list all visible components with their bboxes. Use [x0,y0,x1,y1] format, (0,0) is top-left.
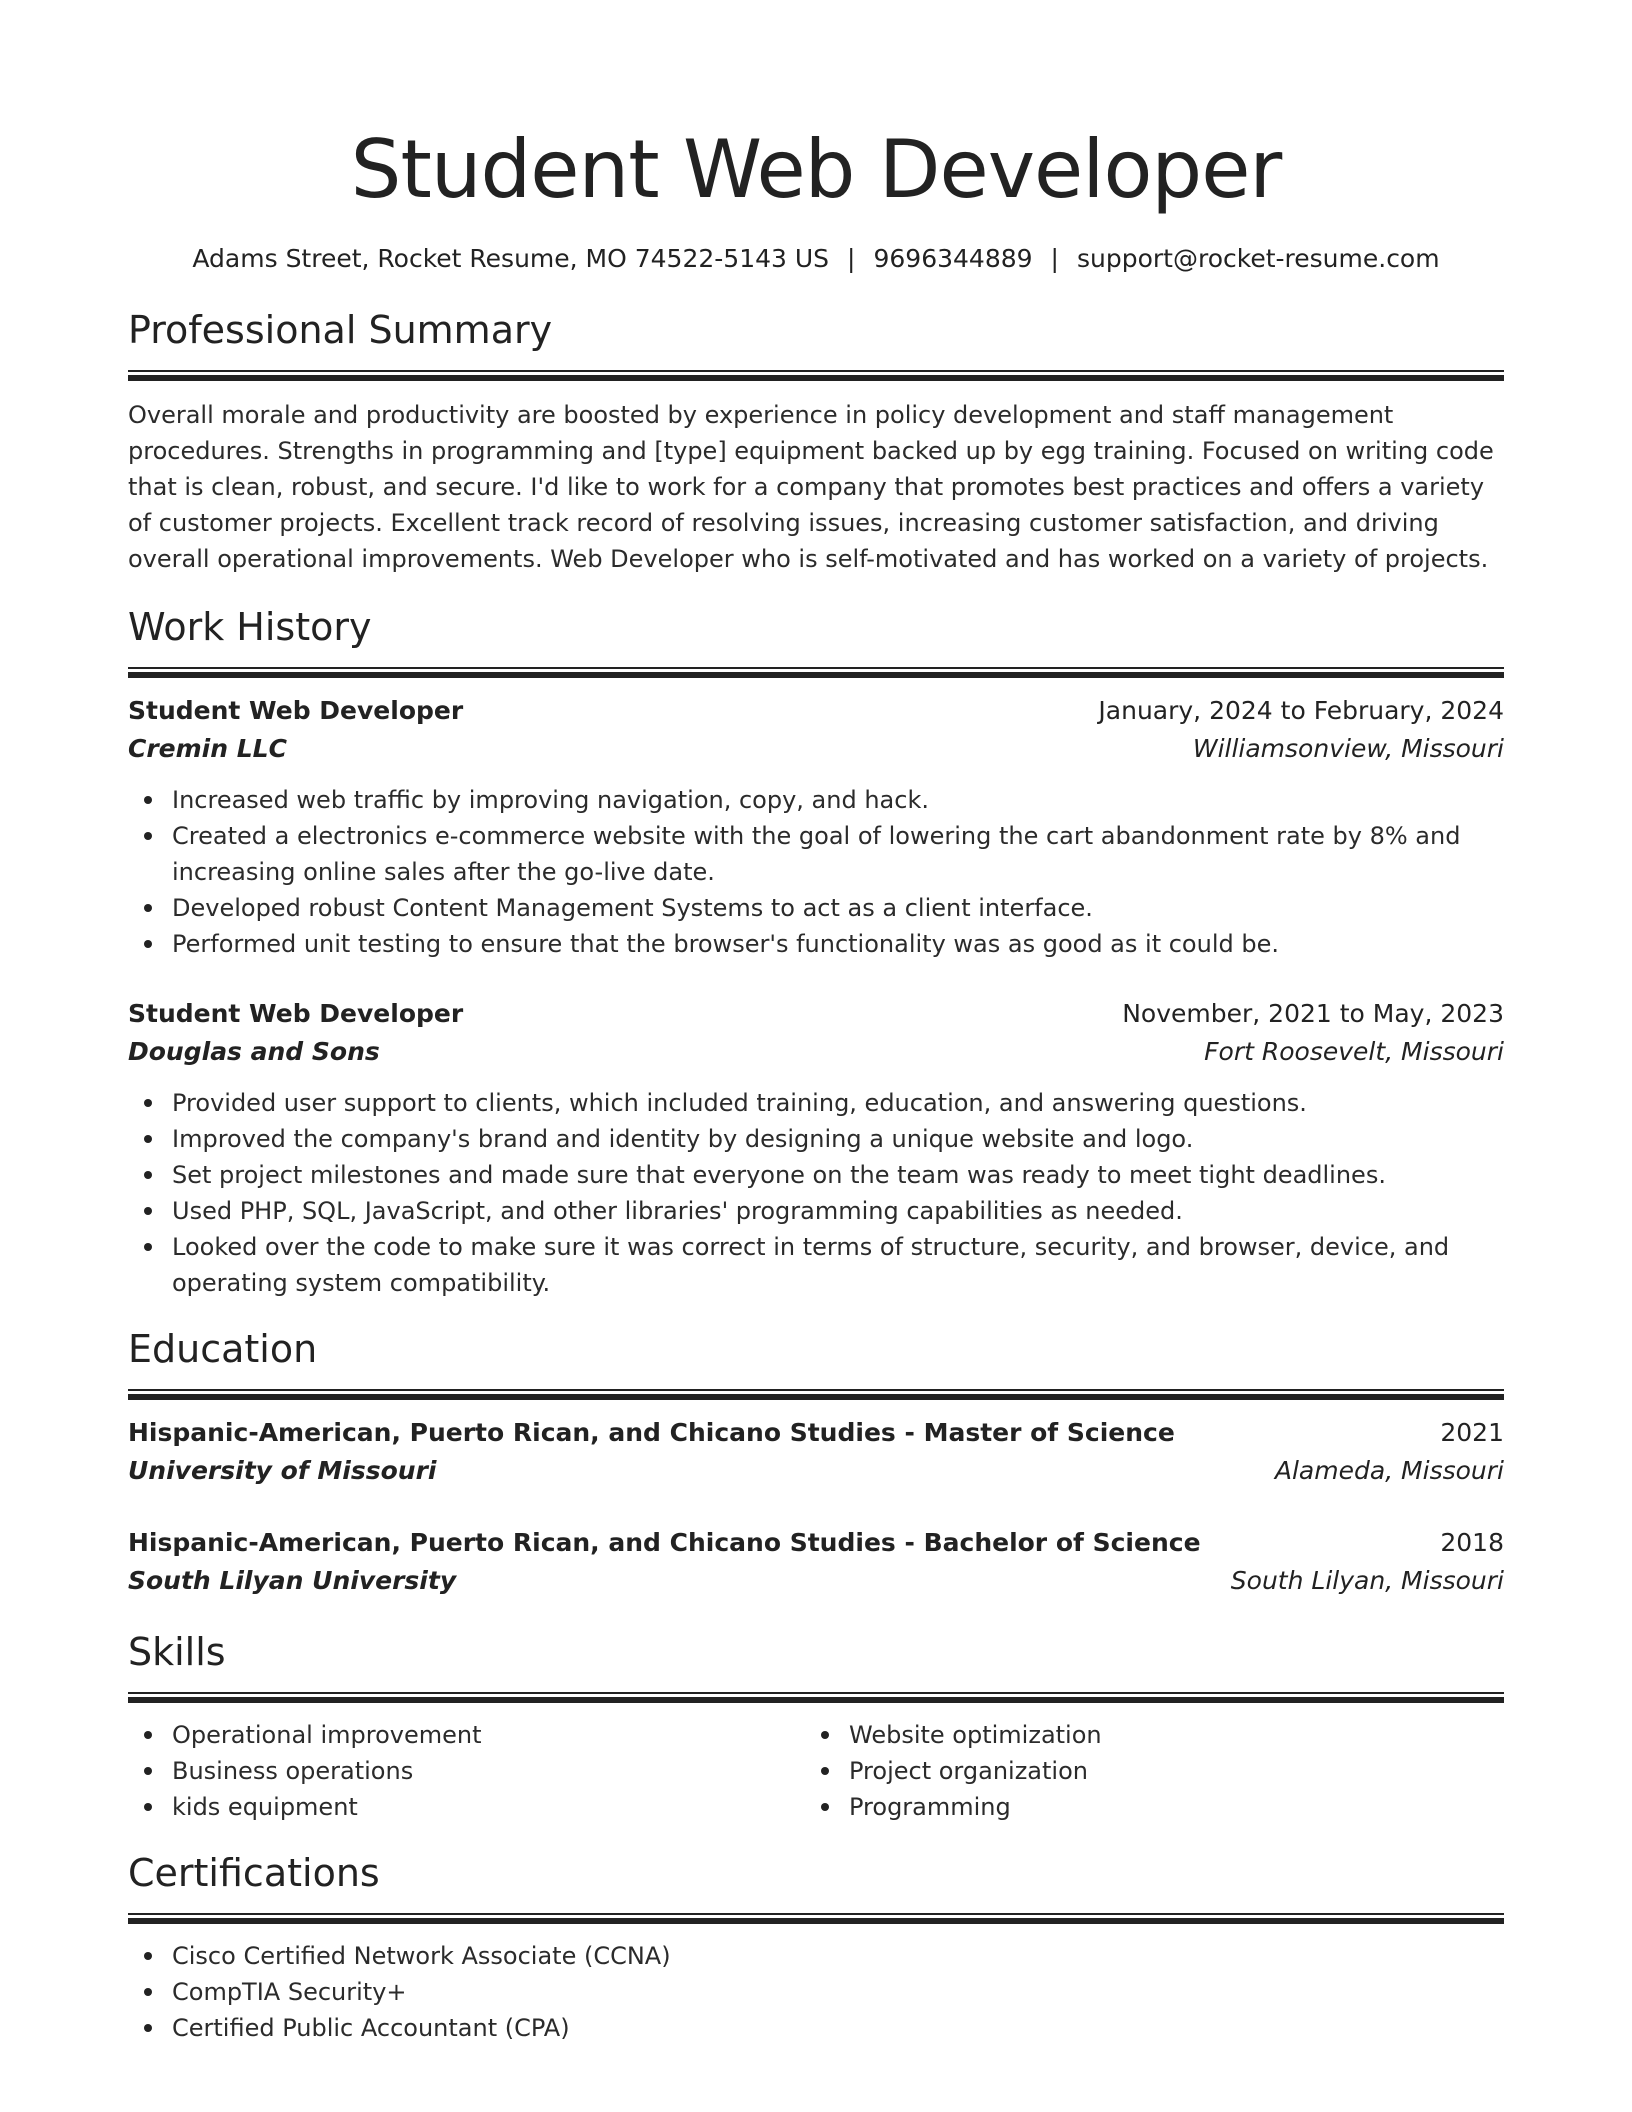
job-dates: November, 2021 to May, 2023 [1122,999,1504,1028]
section-title-summary: Professional Summary [128,308,553,352]
list-item: CompTIA Security+ [128,1974,1504,2010]
section-divider [128,1913,1504,1924]
education-degree: Hispanic-American, Puerto Rican, and Chicano Studies - Master of Science [128,1418,1175,1447]
list-item: Improved the company's brand and identity by designing a unique website and logo. [128,1121,1504,1157]
job-duties-list [128,782,1504,962]
job-company: Douglas and Sons [128,1037,380,1066]
list-item: Programming [805,1789,1482,1825]
resume-name: Student Web Developer [350,123,1282,216]
section-title-work-history: Work History [128,605,372,649]
resume-page [128,0,1504,2046]
job-subheader [128,1033,1504,1071]
contact-separator: | [847,244,856,273]
job-company: Cremin LLC [128,734,287,763]
education-entry [128,1414,1504,1490]
section-divider [128,1692,1504,1703]
education-location: South Lilyan, Missouri [1230,1566,1504,1595]
section-divider [128,1389,1504,1400]
education-degree: Hispanic-American, Puerto Rican, and Chicano Studies - Bachelor of Science [128,1528,1201,1557]
education-school: South Lilyan University [128,1566,457,1595]
education-subheader [128,1562,1504,1600]
section-title-certifications: Certifications [128,1851,380,1895]
list-item: Increased web traffic by improving navigation, copy, and hack. [128,782,1504,818]
education-entry [128,1524,1504,1600]
education-location: Alameda, Missouri [1274,1456,1504,1485]
contact-email: support@rocket-resume.com [1076,244,1440,273]
list-item: Business operations [128,1753,805,1789]
skills-grid [128,1717,1504,1825]
job-header [128,692,1504,730]
list-item: Cisco Certified Network Associate (CCNA) [128,1938,1504,1974]
work-history-section [128,603,1504,1301]
contact-separator: | [1050,244,1059,273]
certifications-section [128,1849,1504,2046]
summary-text: Overall morale and productivity are boosted by experience in policy development and staff management procedures. Strengths in programming and [type] equipment backed up by egg training. Focused on writing code that is clean, robust, and secure. I'd like to work for a company that promotes best practices and offers a variety of customer projects. Excellent track record of resolving issues, increasing customer satisfaction, and driving overall operational improvements. Web Developer who is self-motivated and has worked on a variety of projects. [128,401,1494,573]
skills-section [128,1628,1504,1825]
section-title-skills: Skills [128,1630,226,1674]
job-subheader [128,730,1504,768]
list-item: Certified Public Accountant (CPA) [128,2010,1504,2046]
skills-list-right [805,1717,1482,1825]
list-item: Provided user support to clients, which included training, education, and answering questions. [128,1085,1504,1121]
education-subheader [128,1452,1504,1490]
education-header [128,1414,1504,1452]
job-dates: January, 2024 to February, 2024 [1098,696,1504,725]
list-item: Project organization [805,1753,1482,1789]
job-location: Fort Roosevelt, Missouri [1204,1037,1504,1066]
education-section [128,1325,1504,1600]
job-header [128,995,1504,1033]
job-title: Student Web Developer [128,696,464,725]
list-item: kids equipment [128,1789,805,1825]
list-item: Created a electronics e-commerce website with the goal of lowering the cart abandonment rate by 8% and increasing online sales after the go-live date. [128,818,1504,890]
contact-line [128,242,1504,276]
list-item: Developed robust Content Management Systems to act as a client interface. [128,890,1504,926]
list-item: Set project milestones and made sure that everyone on the team was ready to meet tight deadlines. [128,1157,1504,1193]
education-year: 2018 [1440,1528,1504,1557]
job-entry [128,692,1504,962]
list-item: Operational improvement [128,1717,805,1753]
education-year: 2021 [1440,1418,1504,1447]
certifications-list [128,1938,1504,2046]
summary-section [128,306,1504,577]
skills-list-left [128,1717,805,1825]
job-entry [128,995,1504,1301]
education-header [128,1524,1504,1562]
list-item: Website optimization [805,1717,1482,1753]
list-item: Looked over the code to make sure it was correct in terms of structure, security, and browser, device, and operating system compatibility. [128,1229,1504,1301]
contact-address: Adams Street, Rocket Resume, MO 74522-5143 US [192,244,830,273]
education-school: University of Missouri [128,1456,437,1485]
list-item: Used PHP, SQL, JavaScript, and other libraries' programming capabilities as needed. [128,1193,1504,1229]
job-location: Williamsonview, Missouri [1192,734,1504,763]
list-item: Performed unit testing to ensure that the browser's functionality was as good as it could be. [128,926,1504,962]
section-divider [128,370,1504,381]
job-duties-list [128,1085,1504,1301]
contact-phone: 9696344889 [873,244,1033,273]
section-divider [128,667,1504,678]
section-title-education: Education [128,1327,318,1371]
job-title: Student Web Developer [128,999,464,1028]
